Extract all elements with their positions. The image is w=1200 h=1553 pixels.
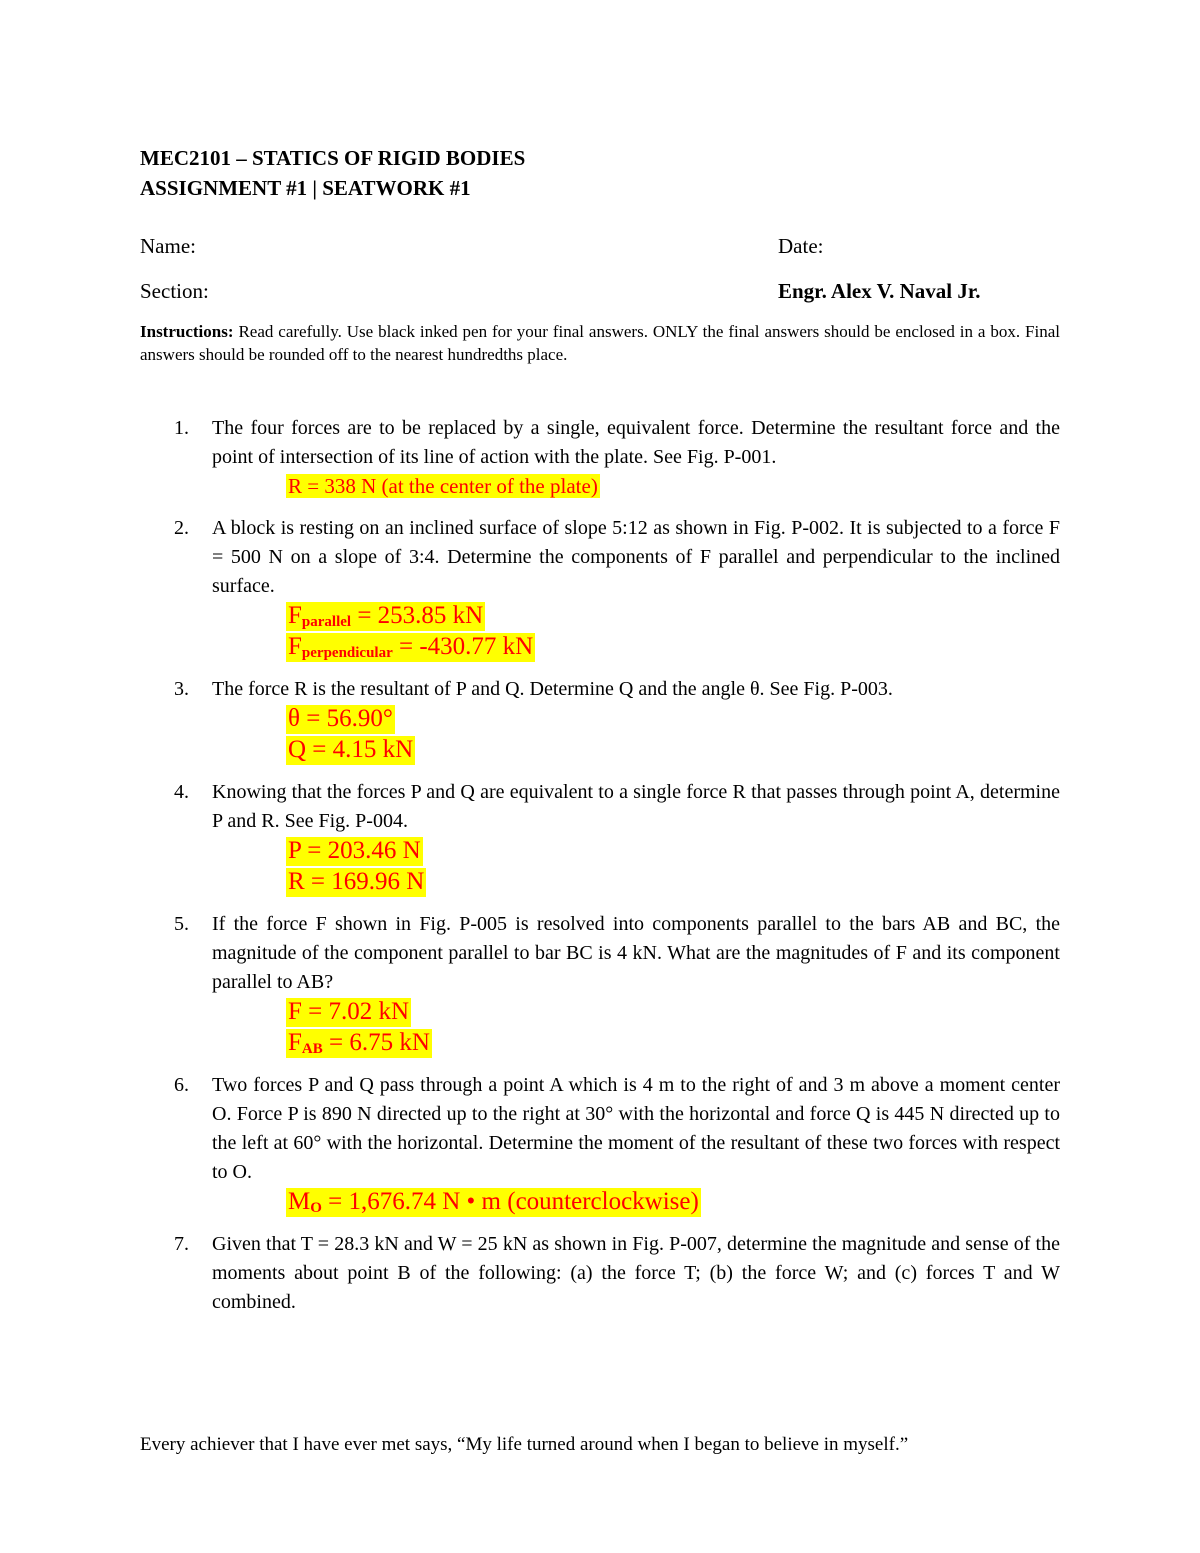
answer-subscript: perpendicular: [301, 645, 393, 661]
problem-item: [140, 778, 1060, 898]
date-label: Date:: [778, 234, 824, 258]
answer-value: = 6.75 kN: [322, 1029, 430, 1056]
problem-text: Two forces P and Q pass through a point A which is 4 m to the right of and 3 m above a moment center O. Force P is 890 N directed up to the right at 30° with the horizontal and force Q is 445 N directed up to the left at 60° with the horizontal. Determine the moment of the resultant of these two forces with respect to O.: [212, 1074, 1060, 1183]
instructions-text: Read carefully. Use black inked pen for your final answers. ONLY the final answers should be enclosed in a box. Final answers should be rounded off to the nearest hundredths place.: [140, 322, 1060, 364]
problem-number: 1.: [174, 417, 189, 439]
problem-number: 2.: [174, 517, 189, 539]
problem-number: 6.: [174, 1074, 189, 1096]
answer-highlight: [286, 1029, 432, 1058]
answer-symbol: F: [288, 602, 302, 629]
answer-subscript: O: [310, 1200, 322, 1216]
problem-text: The four forces are to be replaced by a single, equivalent force. Determine the resultant force and the point of intersection of its line of action with the plate. See Fig. P-001.: [212, 417, 1060, 468]
answer-block: [212, 837, 1060, 898]
answer-highlight: θ = 56.90°: [288, 705, 393, 732]
name-label: Name:: [140, 234, 196, 258]
answer-block: [212, 705, 1060, 766]
problem-item: [140, 910, 1060, 1059]
answer-highlight: [286, 633, 535, 662]
section-label: Section:: [140, 279, 209, 303]
answer-symbol: F: [288, 1029, 302, 1056]
answer-highlight: P = 203.46 N: [288, 837, 421, 864]
course-title: MEC2101 – STATICS OF RIGID BODIES: [140, 146, 526, 170]
problem-item: [140, 1071, 1060, 1218]
answer-subscript: AB: [301, 1041, 323, 1057]
answer-highlight: R = 338 N (at the center of the plate): [288, 474, 598, 498]
answer-highlight: F = 7.02 kN: [288, 998, 410, 1025]
problem-number: 4.: [174, 781, 189, 803]
answer-highlight: Q = 4.15 kN: [288, 736, 414, 763]
answer-symbol: M: [288, 1188, 311, 1215]
answer-subscript: parallel: [301, 614, 352, 630]
instructor-name: Engr. Alex V. Naval Jr.: [778, 279, 981, 303]
problem-text: Given that T = 28.3 kN and W = 25 kN as shown in Fig. P-007, determine the magnitude and sense of the moments about point B of the following: (a) the force T; (b) the force W; and (c) forces T and W combined.: [212, 1233, 1060, 1313]
problem-list: [140, 414, 1060, 1329]
answer-symbol: F: [288, 633, 302, 660]
problem-item: [140, 1230, 1060, 1317]
problem-number: 7.: [174, 1233, 189, 1255]
answer-block: [212, 1188, 1060, 1218]
problem-item: [140, 514, 1060, 663]
problem-text: The force R is the resultant of P and Q. Determine Q and the angle θ. See Fig. P-003.: [212, 678, 893, 700]
answer-value: = -430.77 kN: [392, 633, 534, 660]
answer-highlight: [286, 602, 485, 631]
problem-item: [140, 414, 1060, 502]
closing-quote: Every achiever that I have ever met says, “My life turned around when I began to believe in myself.”: [140, 1434, 909, 1455]
problem-number: 3.: [174, 678, 189, 700]
answer-value: = 1,676.74 N • m (counterclockwise): [321, 1188, 699, 1215]
answer-block: [212, 998, 1060, 1059]
assignment-title: ASSIGNMENT #1 | SEATWORK #1: [140, 176, 471, 200]
answer-value: = 253.85 kN: [351, 602, 484, 629]
problem-text: A block is resting on an inclined surface of slope 5:12 as shown in Fig. P-002. It is subjected to a force F = 500 N on a slope of 3:4. Determine the components of F parallel and perpendicular to the inclined surface.: [212, 517, 1060, 597]
answer-block: [212, 473, 1060, 502]
instructions: [140, 320, 1060, 366]
problem-text: If the force F shown in Fig. P-005 is resolved into components parallel to the bars AB and BC, the magnitude of the component parallel to bar BC is 4 kN. What are the magnitudes of F and its component parallel to AB?: [212, 913, 1060, 993]
answer-highlight: R = 169.96 N: [288, 868, 425, 895]
problem-item: [140, 675, 1060, 766]
instructions-label: Instructions:: [140, 322, 234, 341]
answer-block: [212, 602, 1060, 663]
answer-highlight: [286, 1188, 701, 1217]
problem-text: Knowing that the forces P and Q are equivalent to a single force R that passes through point A, determine P and R. See Fig. P-004.: [212, 781, 1060, 832]
problem-number: 5.: [174, 913, 189, 935]
